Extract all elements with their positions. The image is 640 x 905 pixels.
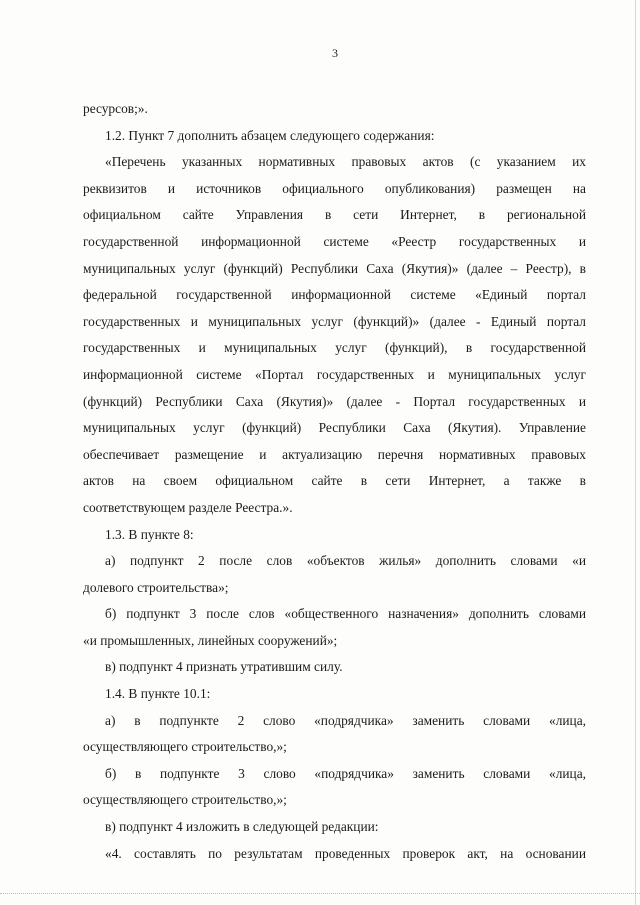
text-line: муниципальных услуг (функций) Республики Саха (Якутия). Управление bbox=[83, 420, 586, 436]
text-line: государственных и муниципальных услуг (функций)» (далее - Единый портал bbox=[83, 313, 586, 329]
text-line: долевого строительства»; bbox=[83, 579, 229, 595]
scan-border bbox=[0, 893, 640, 895]
text-line: государственной информационной системе «Реестр государственных и bbox=[83, 233, 586, 249]
text-line: 1.4. В пункте 10.1: bbox=[105, 686, 211, 702]
text-line: в) подпункт 4 изложить в следующей редакции: bbox=[105, 819, 379, 835]
text-line: муниципальных услуг (функций) Республики Саха (Якутия)» (далее – Реестр), в bbox=[83, 260, 586, 276]
text-line: (функций) Республики Саха (Якутия)» (далее - Портал государственных и bbox=[83, 393, 586, 409]
text-line: а) подпункт 2 после слов «объектов жилья» дополнить словами «и bbox=[105, 553, 586, 569]
page-number: 3 bbox=[332, 46, 338, 60]
text-line: б) подпункт 3 после слов «общественного назначения» дополнить словами bbox=[105, 606, 586, 622]
text-line: б) в подпункте 3 слово «подрядчика» заменить словами «лица, bbox=[105, 765, 586, 781]
text-line: 1.3. В пункте 8: bbox=[105, 526, 194, 542]
text-line: осуществляющего строительство,»; bbox=[83, 739, 287, 755]
text-line: реквизитов и источников официального опубликования) размещен на bbox=[83, 180, 586, 196]
text-line: информационной системе «Портал государственных и муниципальных услуг bbox=[83, 366, 586, 382]
text-line: «Перечень указанных нормативных правовых актов (с указанием их bbox=[105, 154, 586, 170]
text-line: «4. составлять по результатам проведенных проверок акт, на основании bbox=[105, 845, 586, 861]
page-edge bbox=[635, 0, 636, 905]
text-line: в) подпункт 4 признать утратившим силу. bbox=[105, 659, 343, 675]
document-body bbox=[83, 96, 586, 867]
text-line: соответствующем разделе Реестра.». bbox=[83, 499, 293, 515]
text-line: государственных и муниципальных услуг (функций), в государственной bbox=[83, 340, 586, 356]
text-line: «и промышленных, линейных сооружений»; bbox=[83, 632, 338, 648]
text-line: официальном сайте Управления в сети Интернет, в региональной bbox=[83, 207, 586, 223]
text-line: осуществляющего строительство,»; bbox=[83, 792, 287, 808]
text-line: 1.2. Пункт 7 дополнить абзацем следующего содержания: bbox=[105, 127, 435, 143]
text-line: обеспечивает размещение и актуализацию перечня нормативных правовых bbox=[83, 446, 586, 462]
text-line: федеральной государственной информационной системе «Единый портал bbox=[83, 287, 586, 303]
text-line: а) в подпункте 2 слово «подрядчика» заменить словами «лица, bbox=[105, 712, 586, 728]
text-line: актов на своем официальном сайте в сети Интернет, а также в bbox=[83, 473, 586, 489]
text-line: ресурсов;». bbox=[83, 101, 148, 116]
